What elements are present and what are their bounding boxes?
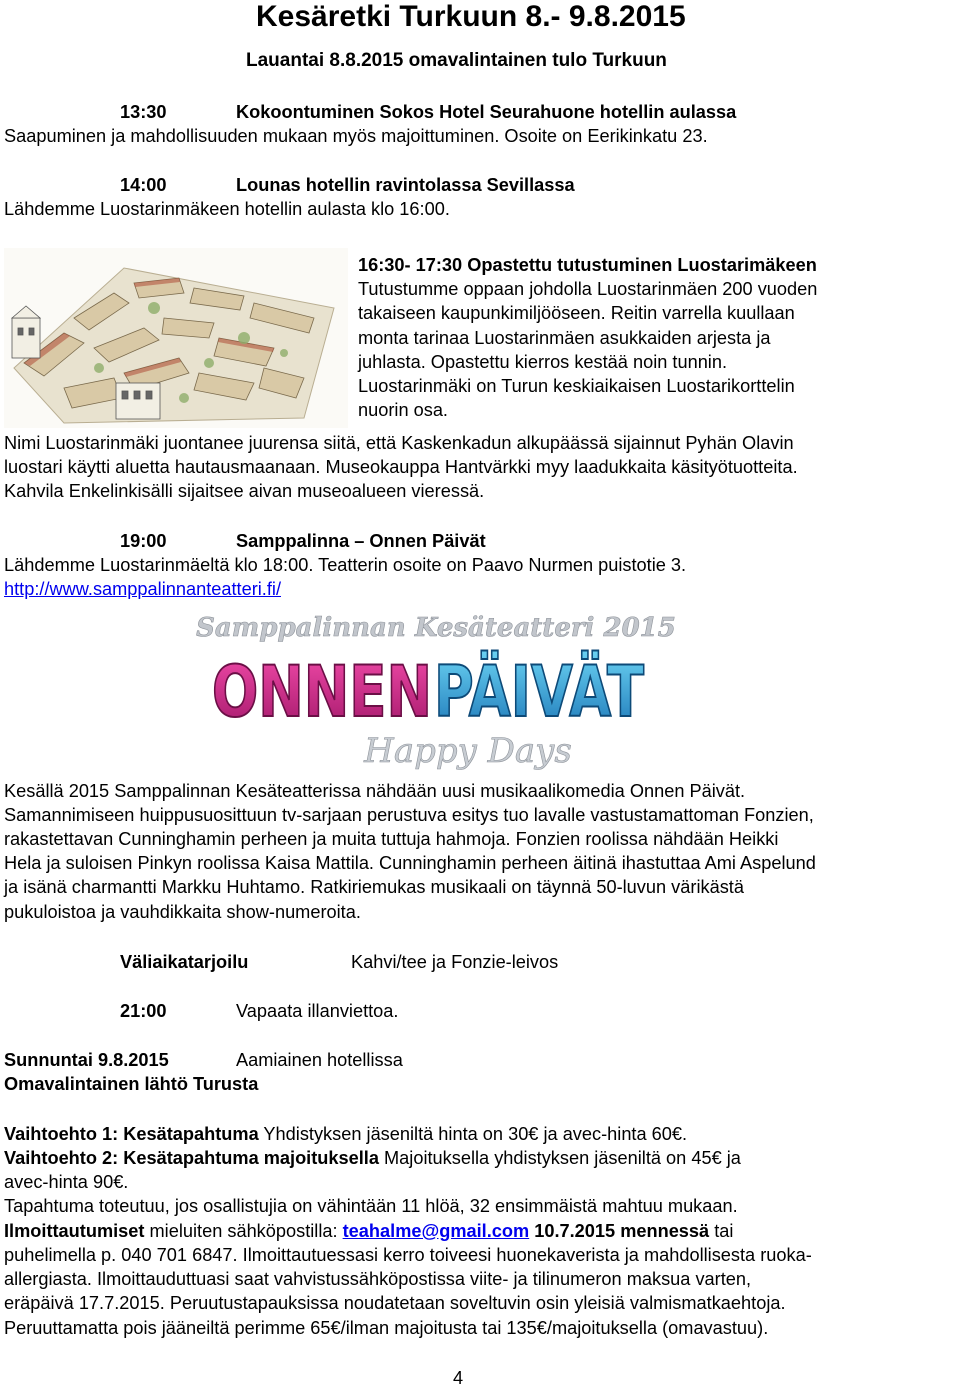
registration-text: mieluiten sähköpostilla: xyxy=(144,1221,343,1241)
play-description-line: Samannimiseen huippusuosittuun tv-sarjaan perustuva esitys tuo lavalle vastustamattoman Fonzien, xyxy=(4,805,814,825)
event-1330-body: Saapuminen ja mahdollisuuden mukaan myös majoittuminen. Osoite on Eerikinkatu 23. xyxy=(4,126,708,146)
registration-detail-line: allergiasta. Ilmoittauduttuasi saat vahvistussähköpostissa viite- ja tilinumeron maksua varten, xyxy=(4,1269,752,1289)
intermission-label: Väliaikatarjoilu xyxy=(120,952,249,972)
event-1630-line: monta tarinaa Luostarinmäen asukkaiden arjesta ja xyxy=(358,328,771,348)
event-1630-line: takaiseen kaupunkimiljööseen. Reitin varrella kuullaan xyxy=(358,303,795,323)
museum-paragraph-line: Nimi Luostarinmäki juontanee juurensa siitä, että Kaskenkadun alkupäässä sijainnut Pyhän Olavin xyxy=(4,433,794,453)
logo-top-text: Samppalinnan Kesäteatteri 2015 xyxy=(196,613,676,643)
time-1330: 13:30 xyxy=(120,102,167,122)
event-1900-body: Lähdemme Luostarinmäeltä klo 18:00. Teatterin osoite on Paavo Nurmen puistotie 3. xyxy=(4,555,687,575)
registration-detail-line: eräpäivä 17.7.2015. Peruutustapauksissa noudatetaan soveltuvin osin yleisiä valmismatkaehtoja. xyxy=(4,1293,786,1313)
registration-label: Ilmoittautumiset xyxy=(4,1221,145,1241)
play-description-line: Hela ja suloisen Pinkyn roolissa Kaisa Mattila. Cunninghamin perheen äitinä ihastuttaa Ami Aspelund xyxy=(4,853,816,873)
event-1400-body: Lähdemme Luostarinmäkeen hotellin aulasta klo 16:00. xyxy=(4,199,450,219)
registration-email-link[interactable]: teahalme@gmail.com xyxy=(342,1221,530,1241)
onnen-paivat-logo xyxy=(196,604,676,774)
time-1900: 19:00 xyxy=(120,531,167,551)
registration-detail-line: puhelimella p. 040 701 6847. Ilmoittautuessasi kerro toiveesi huonekaverista ja mahdollisesta ruoka- xyxy=(4,1245,812,1265)
sunday-text: Aamiainen hotellissa xyxy=(236,1050,403,1070)
logo-bottom-text: Happy Days xyxy=(364,731,572,771)
play-description-line: rakastettavan Cunninghamin perheen ja muita tuttuja hahmoja. Fonzien roolissa nähdään Heikki xyxy=(4,829,779,849)
event-1900-title: Samppalinna – Onnen Päivät xyxy=(236,531,486,551)
sunday-label: Sunnuntai 9.8.2015 xyxy=(4,1050,169,1070)
option-1-label: Vaihtoehto 1: Kesätapahtuma xyxy=(4,1124,259,1144)
time-2100: 21:00 xyxy=(120,1001,167,1021)
event-1330-title: Kokoontuminen Sokos Hotel Seurahuone hotellin aulassa xyxy=(236,102,737,122)
theatre-website-link[interactable]: http://www.samppalinnanteatteri.fi/ xyxy=(4,579,281,599)
evening-text: Vapaata illanviettoa. xyxy=(236,1001,399,1021)
option-2-label: Vaihtoehto 2: Kesätapahtuma majoituksella xyxy=(4,1148,379,1168)
option-1-text: Yhdistyksen jäseniltä hinta on 30€ ja avec-hinta 60€. xyxy=(258,1124,688,1144)
event-1630-line: Tutustumme oppaan johdolla Luostarinmäen 200 vuoden xyxy=(358,279,818,299)
saturday-heading: Lauantai 8.8.2015 omavalintainen tulo Turkuun xyxy=(246,50,667,71)
play-description-line: pukuloistoa ja vauhdikkaita show-numeroita. xyxy=(4,902,361,922)
registration-detail-line: Peruuttamatta pois jääneiltä perimme 65€/ilman majoitusta tai 135€/majoituksella (omavastuu). xyxy=(4,1318,769,1338)
event-1630-line: Luostarinmäki on Turun keskiaikaisen Luostarikorttelin xyxy=(358,376,795,396)
intermission-value: Kahvi/tee ja Fonzie-leivos xyxy=(351,952,559,972)
logo-word-paivat: PÄIVÄT xyxy=(434,651,645,733)
event-1400-title: Lounas hotellin ravintolassa Sevillassa xyxy=(236,175,575,195)
event-1630-line: nuorin osa. xyxy=(358,400,448,420)
play-description-line: Kesällä 2015 Samppalinnan Kesäteatterissa nähdään uusi musikaalikomedia Onnen Päivät. xyxy=(4,781,746,801)
event-1630-line: juhlasta. Opastettu kierros kestää noin tunnin. xyxy=(358,352,728,372)
option-2 xyxy=(4,1146,741,1170)
option-2-text-continued: avec-hinta 90€. xyxy=(4,1172,129,1192)
option-1 xyxy=(4,1122,687,1146)
sunday-departure: Omavalintainen lähtö Turusta xyxy=(4,1074,259,1094)
play-description-line: ja isänä charmantti Markku Huhtamo. Ratkiriemukas musikaali on täynnä 50-luvun värikästä xyxy=(4,877,744,897)
page-number: 4 xyxy=(453,1368,464,1388)
registration-deadline: 10.7.2015 mennessä xyxy=(529,1221,710,1241)
time-1400: 14:00 xyxy=(120,175,167,195)
event-1630-title: 16:30- 17:30 Opastettu tutustuminen Luostarimäkeen xyxy=(358,255,817,275)
museum-paragraph-line: luostari käytti aluetta hautausmaanaan. Museokauppa Hantvärkki myy laadukkaita käsityötuotteita. xyxy=(4,457,798,477)
registration-line xyxy=(4,1219,733,1243)
minimum-participants-note: Tapahtuma toteutuu, jos osallistujia on vähintään 11 hlöä, 32 ensimmäistä mahtuu mukaan. xyxy=(4,1196,738,1216)
luostarinmaki-map-illustration xyxy=(4,248,348,428)
logo-word-onnen: ONNEN xyxy=(212,651,432,733)
museum-paragraph-line: Kahvila Enkelinkisälli sijaitsee aivan museoalueen vieressä. xyxy=(4,481,485,501)
page-title: Kesäretki Turkuun 8.- 9.8.2015 xyxy=(256,0,686,33)
registration-text-end: tai xyxy=(709,1221,734,1241)
option-2-text: Majoituksella yhdistyksen jäseniltä on 45€ ja xyxy=(378,1148,741,1168)
